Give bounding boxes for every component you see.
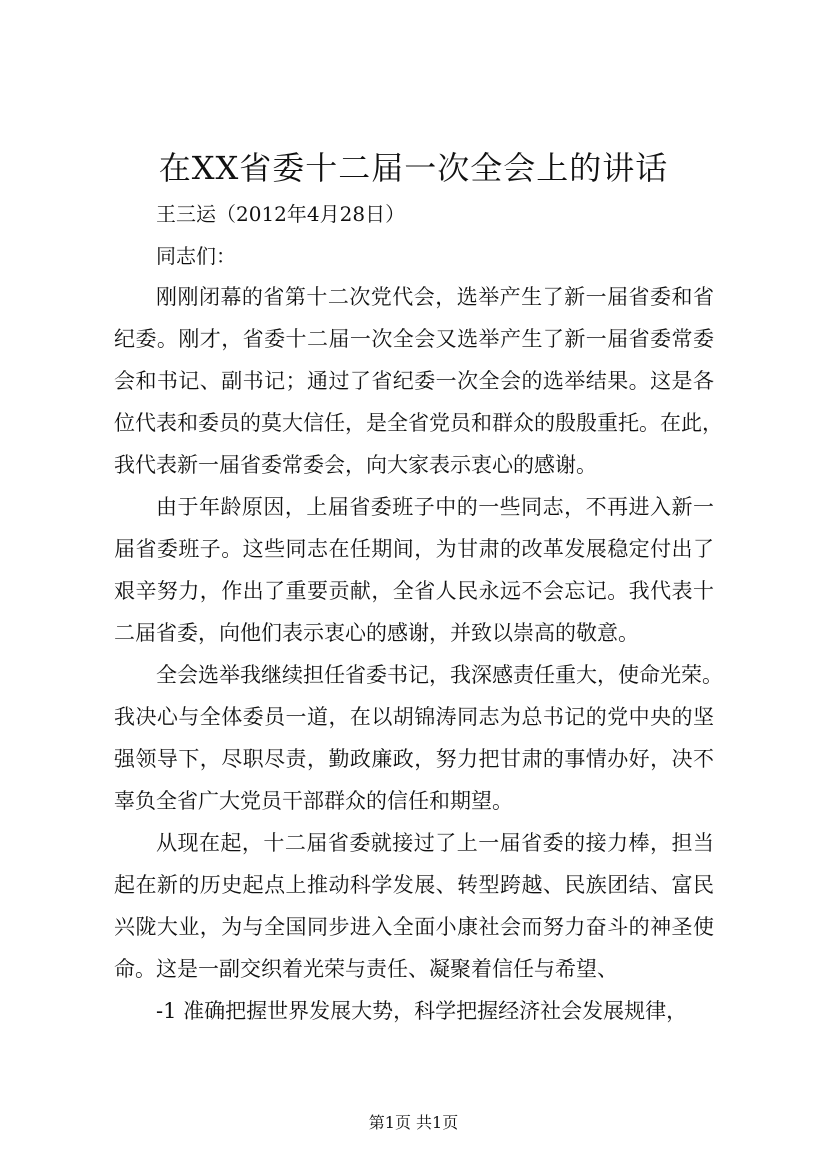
paragraph-line: 从现在起，十二届省委就接过了上一届省委的接力棒，担当 — [156, 831, 714, 855]
paragraph-line: 我代表新一届省委常委会，向大家表示衷心的感谢。 — [114, 453, 597, 477]
page-footer: 第1页 共1页 — [368, 1113, 459, 1132]
paragraph-line: 纪委。刚才，省委十二届一次全会又选举产生了新一届省委常委 — [114, 327, 714, 351]
paragraph-line: 命。这是一副交织着光荣与责任、凝聚着信任与希望、 — [114, 957, 618, 981]
paragraph-line: 由于年龄原因，上届省委班子中的一些同志，不再进入新一 — [156, 495, 714, 519]
paragraph-line: 会和书记、副书记；通过了省纪委一次全会的选举结果。这是各 — [114, 369, 714, 393]
paragraph-line: 我决心与全体委员一道，在以胡锦涛同志为总书记的党中央的坚 — [114, 705, 714, 729]
paragraph-line: 位代表和委员的莫大信任，是全省党员和群众的殷殷重托。在此， — [114, 411, 723, 435]
paragraph-line: 艰辛努力，作出了重要贡献，全省人民永远不会忘记。我代表十 — [114, 579, 714, 603]
paragraph-line: -1 准确把握世界发展大势，科学把握经济社会发展规律， — [156, 999, 688, 1023]
paragraph-line: 二届省委，向他们表示衷心的感谢，并致以崇高的敬意。 — [114, 621, 639, 645]
salutation: 同志们： — [156, 244, 236, 268]
paragraph-line: 强领导下，尽职尽责，勤政廉政，努力把甘肃的事情办好，决不 — [114, 747, 714, 771]
paragraph-line: 全会选举我继续担任省委书记，我深感责任重大，使命光荣。 — [156, 663, 723, 687]
paragraph-line: 刚刚闭幕的省第十二次党代会，选举产生了新一届省委和省 — [156, 285, 714, 309]
paragraph-line: 辜负全省广大党员干部群众的信任和期望。 — [114, 789, 513, 813]
author-date-line: 王三运（2012年4月28日） — [156, 202, 406, 226]
paragraph-line: 届省委班子。这些同志在任期间，为甘肃的改革发展稳定付出了 — [114, 537, 714, 561]
paragraph-line: 兴陇大业，为与全国同步进入全面小康社会而努力奋斗的神圣使 — [114, 915, 714, 939]
paragraph-line: 起在新的历史起点上推动科学发展、转型跨越、民族团结、富民 — [114, 873, 714, 897]
document-title: 在XX省委十二届一次全会上的讲话 — [158, 149, 669, 187]
